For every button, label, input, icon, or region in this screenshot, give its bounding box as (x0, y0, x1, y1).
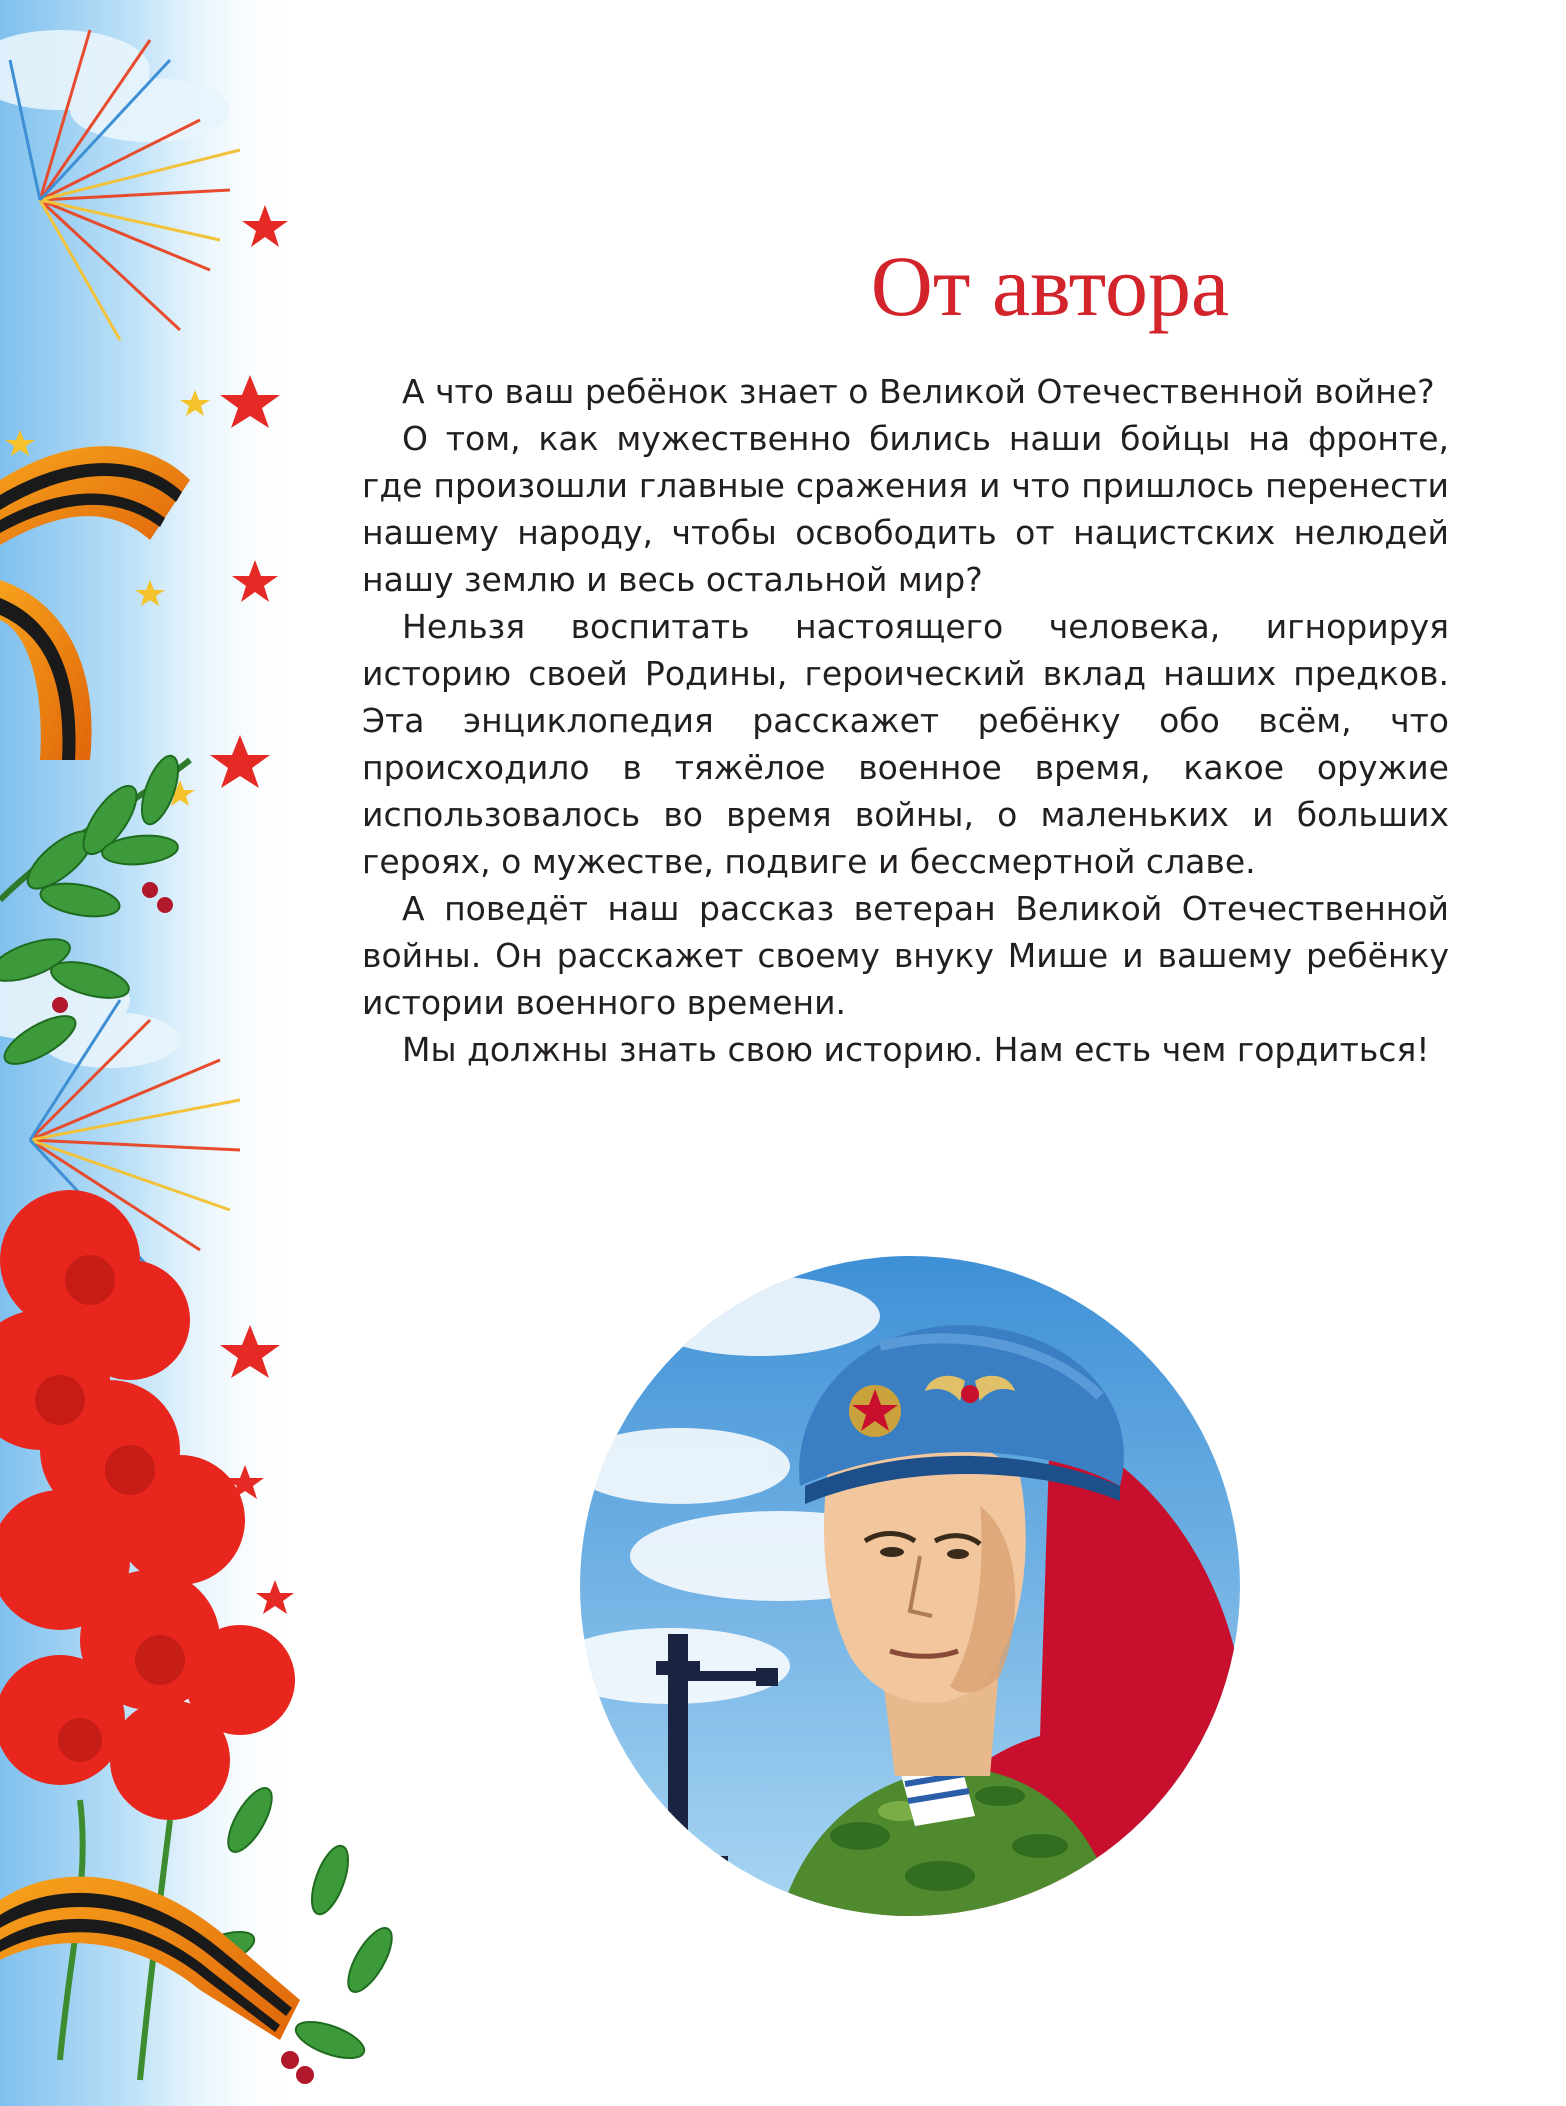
paragraph: Мы должны знать свою историю. Нам есть чем гордиться! (402, 1030, 1430, 1069)
paragraph: Нельзя воспитать настоящего человека, игнорируя историю своей Родины, героический вклад наших предков. Эта энциклопедия расскажет ребёнку обо всём, что происходило в тяжёлое военное время, какое оружие использовалось во время войны, о маленьких и больших героях, о мужестве, подвиге и бессмертной славе. (362, 607, 1449, 881)
paratrooper-portrait-illustration (580, 1256, 1240, 1916)
paragraph: А что ваш ребёнок знает о Великой Отечественной войне? (402, 372, 1435, 411)
star-badge-icon (849, 1385, 901, 1437)
paragraph: О том, как мужественно бились наши бойцы на фронте, где произошли главные сражения и что пришлось перенести нашему народу, чтобы освободить от нацистских нелюдей нашу землю и весь остальной мир? (362, 419, 1449, 599)
author-foreword-text (362, 368, 1449, 1073)
paragraph: А поведёт наш рассказ ветеран Великой Отечественной войны. Он расскажет своему внуку Мише и вашему ребёнку истории военного времени. (362, 889, 1449, 1022)
page-title: От автора (870, 238, 1230, 334)
